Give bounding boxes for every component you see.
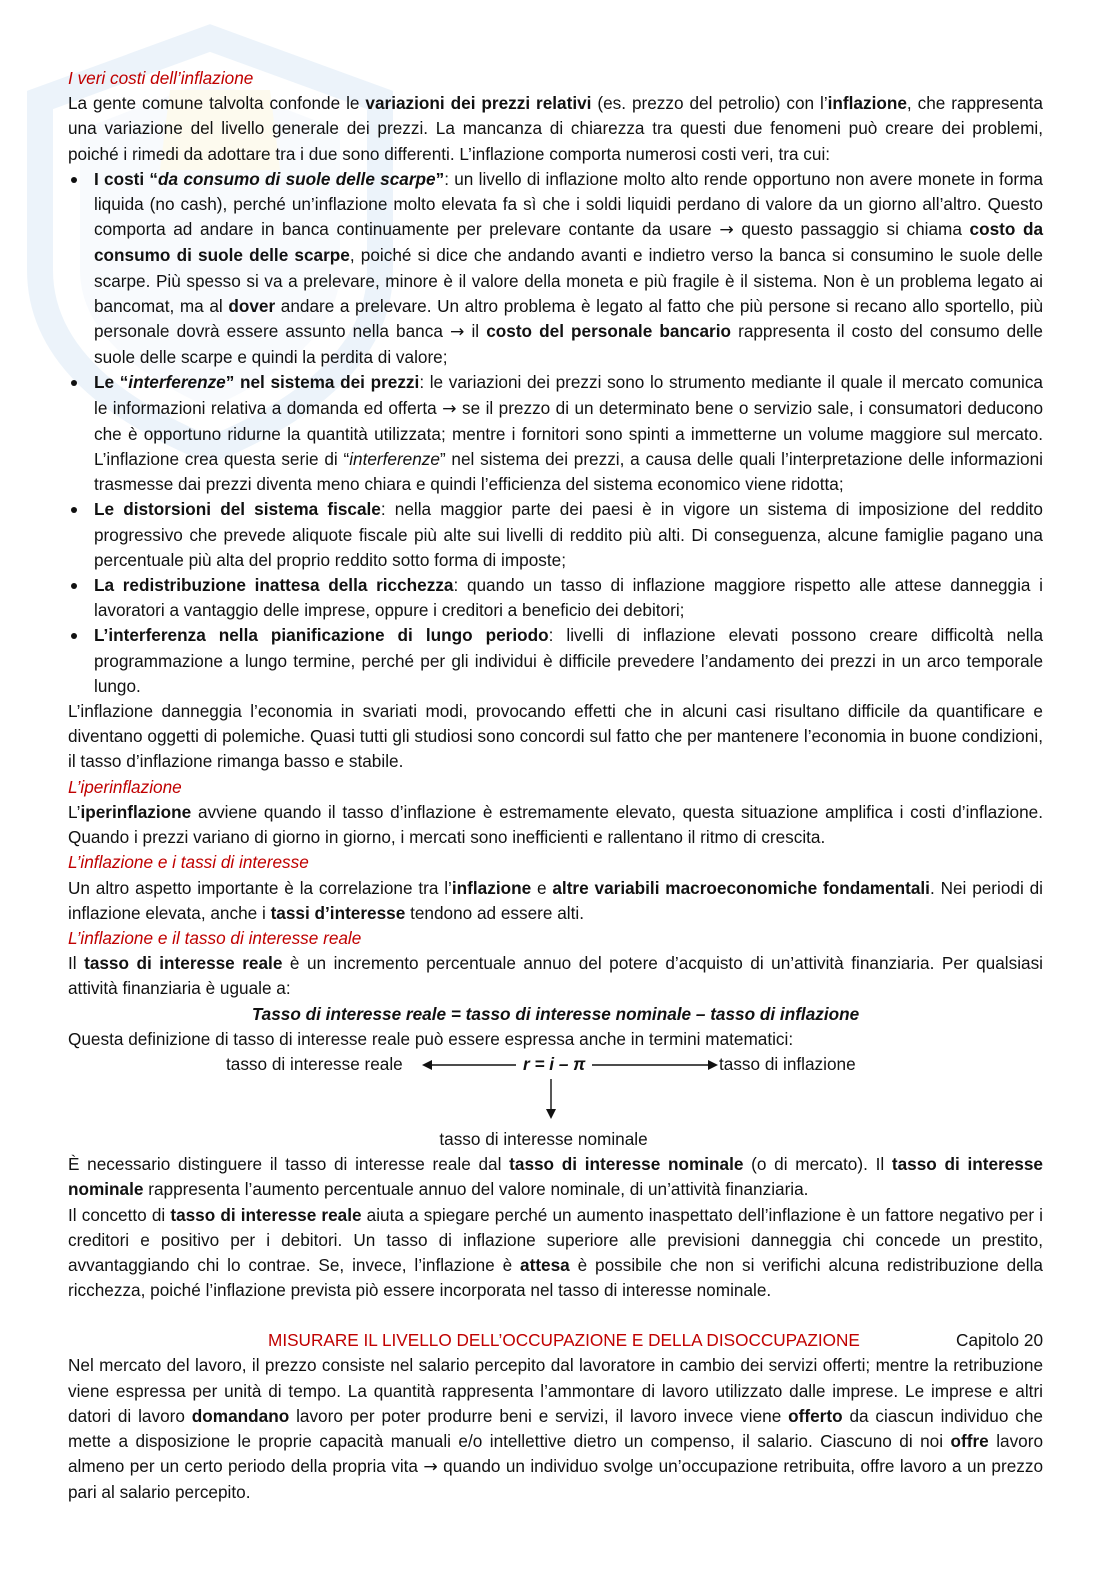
text-run: La gente comune talvolta confonde le: [68, 93, 366, 114]
text-run: e: [531, 877, 553, 898]
text-run: : livelli di inflazione elevati possono creare difficoltà nella programmazione a lungo termine, perché per gli individui è difficile prevedere l’andamento dei prezzi in un arco temporale lungo.: [94, 625, 1044, 696]
text-run: , che rappresenta una variazione del livello generale dei prezzi. La mancanza di chiarezza tra questi due fenomeni può creare dei problemi, poiché i rimedi da adottare tra i due sono differenti. L’inflazione comporta numerosi costi veri, tra cui:: [68, 93, 1043, 164]
bullet-wealth-redistribution: [68, 573, 1043, 623]
text-run: . Nei periodi di inflazione elevata, anche i: [68, 877, 1043, 923]
text-run: La redistribuzione inattesa della ricchezza: [94, 575, 454, 596]
text-run: inflazione: [451, 877, 532, 898]
chapter-number: Capitolo 20: [956, 1330, 1043, 1351]
text-run: Le “: [94, 372, 129, 393]
arrow-left-icon: [422, 1058, 518, 1072]
text-run: I costi “: [94, 168, 159, 189]
section-heading-real-rate: L’inflazione e il tasso di interesse reale: [68, 927, 362, 948]
paragraph-interest-rates: [68, 876, 1043, 926]
text-run: andare a prelevare. Un altro problema è legato al fatto che più persone si recano allo sportello, più personale dovrà essere assunto nella banca: [94, 295, 1044, 342]
text-run: L’: [68, 801, 81, 822]
diagram-label-real-rate: tasso di interesse reale: [226, 1053, 403, 1074]
text-run: iperinflazione: [80, 801, 192, 822]
text-run: : le variazioni dei prezzi sono lo strumento mediante il quale il mercato comunica le informazioni relativa a domanda ed offerta: [94, 372, 1043, 418]
arrow-right-icon: →: [423, 1457, 438, 1478]
text-run: Un altro aspetto importante è la correlazione tra l’: [68, 877, 452, 898]
text-run: il: [464, 321, 487, 342]
text-run: lavoro per poter produrre beni e servizi, il lavoro invece viene: [289, 1405, 789, 1426]
text-run: aiuta a spiegare perché un aumento inaspettato dell’inflazione è un fattore negativo per i creditori e positivo per i debitori. Un tasso di inflazione superiore alle previsioni danneggia chi concede un prestito, avvantaggiando chi lo contrae. Se, invece, l’inflazione è: [68, 1204, 1043, 1275]
text-run: inflazione: [827, 93, 907, 114]
paragraph-real-rate-concept: [68, 1203, 1043, 1304]
diagram-label-nominal-rate: tasso di interesse nominale: [439, 1128, 648, 1149]
costs-bullet-list: [68, 167, 1043, 699]
text-run: tasso di interesse nominale: [509, 1154, 744, 1175]
paragraph-hyperinflation: [68, 800, 1043, 850]
text-run: se il prezzo di un determinato bene o servizio sale, i consumatori deducono che è opportuno ridurne la quantità utilizzata; mentre i fornitori sono spinti a immetterne un volume maggiore sul mercato. L’inflazione crea questa serie di “: [94, 397, 1044, 470]
text-run: , poiché si dice che andando avanti e indietro verso la banca si consumino le suole delle scarpe. Più spesso si va a prelevare, minore è il valore della moneta e più fragile è il sistema. Non è un problema legato ai bancomat, ma al: [94, 245, 1043, 316]
text-run: da consumo di suole delle scarpe: [158, 168, 436, 189]
text-run: lavoro almeno per un certo periodo della propria vita: [68, 1430, 1044, 1477]
text-run: È necessario distinguere il tasso di interesse reale dal: [68, 1154, 510, 1175]
paragraph-real-rate-definition: [68, 951, 1043, 1001]
text-run: Le distorsioni del sistema fiscale: [94, 499, 381, 520]
text-run: dover: [228, 295, 276, 316]
paragraph-intro: [68, 91, 1043, 167]
text-run: costo da consumo di suole delle scarpe: [94, 219, 1044, 266]
text-run: offerto: [788, 1405, 843, 1426]
paragraph-closing: [68, 699, 1043, 775]
section-heading-hyperinflation: L’iperinflazione: [68, 776, 182, 797]
paragraph-labour-market: [68, 1353, 1043, 1505]
paragraph-nominal-rate: [68, 1152, 1043, 1202]
text-run: L’inflazione danneggia l’economia in svariati modi, provocando effetti che in alcuni casi risultano difficile da quantificare e diventano oggetti di polemiche. Quasi tutti gli studiosi sono concordi sul fatto che per mantenere l’economia in buone condizioni, il tasso d’inflazione rimanga basso e stabile.: [68, 701, 1043, 772]
text-run: (es. prezzo del petrolio) con l’: [591, 93, 828, 114]
text-run: ” nel sistema dei prezzi: [225, 372, 420, 393]
text-run: rappresenta il costo del consumo delle suole delle scarpe e quindi la perdita di valore;: [94, 321, 1043, 368]
formula-diagram: [68, 1052, 1043, 1127]
formula-real-rate: Tasso di interesse reale = tasso di interesse nominale – tasso di inflazione: [251, 1003, 860, 1024]
text-run: altre variabili macroeconomiche fondamentali: [552, 877, 930, 898]
bullet-tax-distortions: [68, 497, 1043, 573]
text-run: tendono ad essere alti.: [405, 902, 584, 923]
arrow-right-icon: →: [449, 322, 465, 343]
text-run: : nella maggior parte dei paesi è in vigore un sistema di imposizione del reddito progressivo che prevede aliquote fiscale più alte sui livelli di reddito più alti. Di conseguenza, alcune famiglie pagano una percentuale più alta del proprio reddito sotto forma di imposte;: [94, 499, 1043, 570]
diagram-formula: r = i – π: [523, 1053, 586, 1074]
text-run: interferenze: [128, 372, 226, 393]
text-run: attesa: [520, 1254, 570, 1275]
arrow-down-icon: [544, 1079, 558, 1119]
text-run: (o di mercato). Il: [743, 1154, 892, 1175]
section-heading-interest-rates: L’inflazione e i tassi di interesse: [68, 852, 309, 873]
text-run: ” nel sistema dei prezzi, a causa delle quali l’interpretazione delle informazioni trasmesse dai prezzi diventa meno chiara e quindi l’efficienza del sistema economico viene ridotta;: [94, 449, 1043, 495]
text-run: tasso di interesse reale: [84, 953, 283, 974]
paragraph-math-intro: Questa definizione di tasso di interesse reale può essere espressa anche in termini matematici:: [68, 1028, 794, 1049]
text-run: interferenze: [349, 449, 440, 470]
bullet-price-interference: [68, 370, 1043, 497]
arrow-right-icon: →: [442, 398, 457, 419]
text-run: quando un individuo svolge un’occupazione retribuita, offre lavoro a un prezzo pari al salario percepito.: [68, 1456, 1044, 1503]
text-run: questo passaggio si chiama: [733, 219, 970, 240]
text-run: rappresenta l’aumento percentuale annuo del valore nominale, di un’attività finanziaria.: [143, 1179, 809, 1200]
arrow-right-icon: [592, 1058, 718, 1072]
bullet-shoe-leather-costs: [68, 167, 1043, 371]
text-run: tasso di interesse reale: [170, 1204, 362, 1225]
text-run: domandano: [191, 1405, 290, 1426]
text-run: Il concetto di: [68, 1204, 171, 1225]
text-run: offre: [950, 1430, 989, 1451]
text-run: : un livello di inflazione molto alto rende opportuno non avere monete in forma liquida (no cash), perché un’inflazione molto elevata fa sì che i soldi liquidi perdano di valore da un giorno all’altro. Questo comporta ad andare in banca continuamente per prelevare contante da usare: [94, 168, 1043, 240]
chapter-header: [68, 1328, 1043, 1353]
text-run: avviene quando il tasso d’inflazione è estremamente elevato, questa situazione amplifica i costi d’inflazione. Quando i prezzi variano di giorno in giorno, i mercati sono inefficienti e rallentano il ritmo di crescita.: [68, 801, 1043, 848]
text-run: è un incremento percentuale annuo del potere d’acquisto di un’attività finanziaria. Per qualsiasi attività finanziaria è uguale a:: [68, 953, 1043, 999]
arrow-right-icon: →: [719, 220, 734, 241]
text-run: Il: [68, 953, 85, 974]
text-run: Nel mercato del lavoro, il prezzo consiste nel salario percepito dal lavoratore in cambio dei servizi offerti; mentre la retribuzione viene espressa per unità di tempo. La quantità rappresenta l’ammontare di lavoro utilizzato dalle imprese. Le imprese e altri datori di lavoro: [68, 1355, 1043, 1426]
text-run: tassi d’interesse: [270, 902, 406, 923]
document-page: [68, 66, 1043, 1506]
diagram-label-inflation: tasso di inflazione: [719, 1053, 856, 1074]
text-run: L’interferenza nella pianificazione di lungo periodo: [94, 625, 549, 646]
text-run: da ciascun individuo che mette a disposizione le proprie capacità manuali e/o intellettive dietro un compenso, il salario. Ciascuno di noi: [68, 1405, 1043, 1451]
text-run: è possibile che non si verifichi alcuna redistribuzione della ricchezza, poiché l’inflazione prevista piò essere incorporata nel tasso di interesse nominale.: [68, 1254, 1043, 1301]
text-run: ”: [435, 168, 445, 189]
text-run: : quando un tasso di inflazione maggiore rispetto alle attese danneggia i lavoratori a vantaggio delle imprese, oppure i creditori a beneficio dei debitori;: [94, 575, 1043, 621]
text-run: costo del personale bancario: [486, 321, 731, 342]
chapter-title: MISURARE IL LIVELLO DELL’OCCUPAZIONE E DELLA DISOCCUPAZIONE: [268, 1330, 860, 1351]
section-heading-costs: I veri costi dell’inflazione: [68, 68, 254, 88]
bullet-long-term-planning: [68, 623, 1043, 699]
text-run: tasso di interesse nominale: [68, 1154, 1043, 1200]
text-run: variazioni dei prezzi relativi: [365, 93, 592, 114]
